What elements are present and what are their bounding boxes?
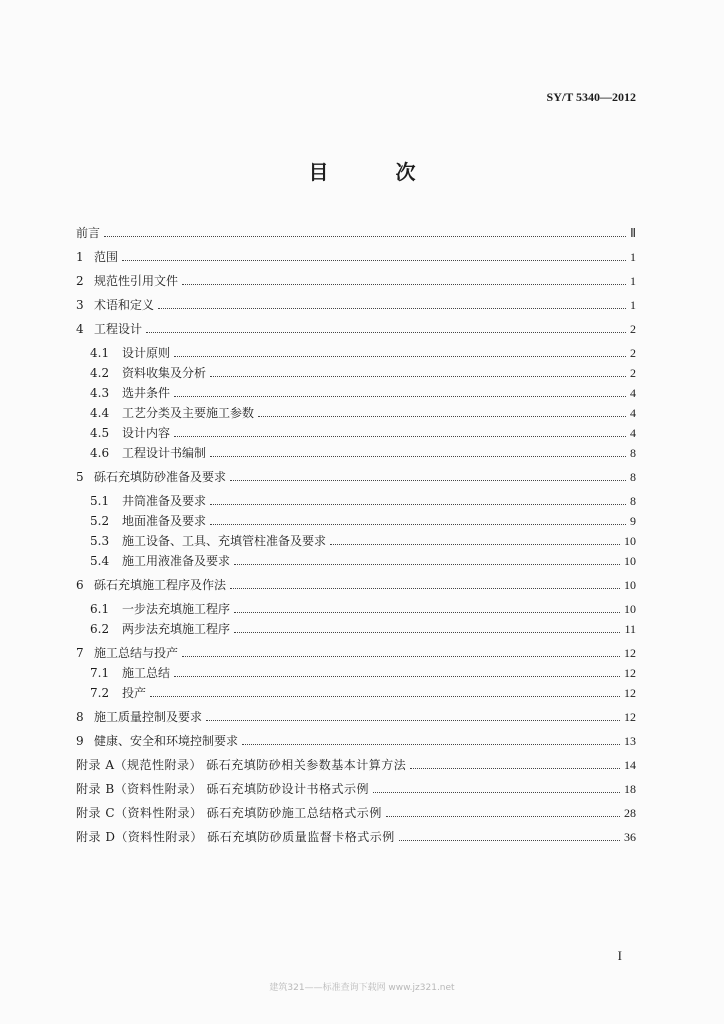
toc-entry (90, 616, 636, 636)
toc-entry (90, 680, 636, 700)
toc-entry-number: 7.1 (90, 666, 110, 680)
toc-leader-dots (104, 236, 626, 237)
toc-entry-number: 4.6 (90, 446, 110, 460)
toc-entry-label: 附录 B（资料性附录） 砾石充填防砂设计书格式示例 (76, 782, 369, 796)
standard-code: SY/T 5340—2012 (546, 90, 636, 104)
toc-entry-page: 12 (624, 646, 636, 660)
toc-entry (76, 292, 636, 312)
toc-entry-number: 3 (76, 298, 84, 312)
toc-entry-label: 地面准备及要求 (122, 514, 207, 528)
toc-entry (90, 360, 636, 380)
toc-entry-page: 9 (630, 514, 636, 528)
toc-entry-label: 工程设计书编制 (122, 446, 207, 460)
toc-leader-dots (174, 436, 626, 437)
toc-entry-label: 井筒准备及要求 (122, 494, 207, 508)
toc-leader-dots (174, 356, 626, 357)
toc-leader-dots (258, 416, 626, 417)
toc-entry (76, 268, 636, 288)
toc-entry (76, 464, 636, 484)
toc-entry (76, 220, 636, 240)
toc-entry-label: 砾石充填防砂准备及要求 (94, 470, 227, 484)
toc-entry-number: 5.3 (90, 534, 110, 548)
toc-entry (76, 728, 636, 748)
toc-entry (76, 640, 636, 660)
toc-entry-page: 10 (624, 554, 636, 568)
toc-entry (76, 244, 636, 264)
page-title: 目 次 (308, 160, 446, 184)
toc-leader-dots (182, 656, 620, 657)
toc-entry-number: 5.4 (90, 554, 110, 568)
toc-entry-label: 设计原则 (122, 346, 171, 360)
toc-entry-number: 6 (76, 578, 84, 592)
toc-entry-page: 36 (624, 830, 636, 844)
toc-appendix-entry (76, 752, 636, 772)
toc-leader-dots (206, 720, 620, 721)
toc-entry-number: 4.3 (90, 386, 110, 400)
toc-entry-page: 18 (624, 782, 636, 796)
toc-entry-label: 范围 (94, 250, 119, 264)
toc-leader-dots (234, 632, 620, 633)
toc-entry-label: 附录 A（规范性附录） 砾石充填防砂相关参数基本计算方法 (76, 758, 407, 772)
toc-entry-page: 12 (624, 666, 636, 680)
toc-entry-page: 12 (624, 686, 636, 700)
toc-entry-number: 7 (76, 646, 84, 660)
toc-leader-dots (210, 524, 626, 525)
toc-entry (90, 340, 636, 360)
toc-entry-label: 附录 D（资料性附录） 砾石充填防砂质量监督卡格式示例 (76, 830, 395, 844)
toc-entry-page: 14 (624, 758, 636, 772)
toc-entry-label: 两步法充填施工程序 (122, 622, 231, 636)
toc-leader-dots (399, 840, 620, 841)
toc-leader-dots (230, 588, 620, 589)
toc-entry (90, 548, 636, 568)
toc-entry-number: 9 (76, 734, 84, 748)
toc-entry-page: 8 (630, 470, 636, 484)
toc-entry-page: 4 (630, 406, 636, 420)
toc-leader-dots (210, 376, 626, 377)
toc-entry-number: 5 (76, 470, 84, 484)
toc-entry-number: 4.2 (90, 366, 110, 380)
toc-entry-label: 施工总结 (122, 666, 171, 680)
page-number: I (617, 948, 622, 963)
toc-entry-number: 2 (76, 274, 84, 288)
toc-entry-number: 6.1 (90, 602, 110, 616)
watermark-text: 建筑321——标准查询下载网 www.jz321.net (269, 983, 455, 993)
toc-entry-number: 5.2 (90, 514, 110, 528)
toc-entry (90, 400, 636, 420)
toc-appendix-entry (76, 800, 636, 820)
toc-entry-number: 4 (76, 322, 84, 336)
toc-entry-number: 1 (76, 250, 84, 264)
toc-entry-page: Ⅱ (630, 226, 636, 240)
toc-leader-dots (122, 260, 626, 261)
toc-entry-label: 附录 C（资料性附录） 砾石充填防砂施工总结格式示例 (76, 806, 382, 820)
toc-leader-dots (210, 456, 626, 457)
toc-leader-dots (146, 332, 626, 333)
toc-leader-dots (174, 396, 626, 397)
toc-entry-page: 8 (630, 446, 636, 460)
toc-entry (76, 572, 636, 592)
toc-entry (76, 316, 636, 336)
toc-entry-page: 1 (630, 274, 636, 288)
toc-leader-dots (242, 744, 620, 745)
toc-entry-label: 选井条件 (122, 386, 171, 400)
toc-entry-label: 健康、安全和环境控制要求 (94, 734, 239, 748)
toc-leader-dots (234, 612, 620, 613)
toc-entry-label: 砾石充填施工程序及作法 (94, 578, 227, 592)
toc-leader-dots (182, 284, 626, 285)
toc-leader-dots (150, 696, 620, 697)
toc-leader-dots (174, 676, 620, 677)
toc-entry-label: 前言 (76, 226, 101, 240)
toc-leader-dots (158, 308, 626, 309)
toc-entry-page: 2 (630, 366, 636, 380)
toc-entry-page: 2 (630, 346, 636, 360)
toc-entry-label: 施工总结与投产 (94, 646, 179, 660)
toc-entry-label: 施工质量控制及要求 (94, 710, 203, 724)
toc-entry-page: 10 (624, 578, 636, 592)
toc-entry-page: 28 (624, 806, 636, 820)
toc-entry-label: 规范性引用文件 (94, 274, 179, 288)
toc-entry-number: 8 (76, 710, 84, 724)
toc-entry-number: 4.4 (90, 406, 110, 420)
toc-leader-dots (210, 504, 626, 505)
toc-entry-label: 术语和定义 (94, 298, 155, 312)
toc-entry-page: 11 (624, 622, 636, 636)
toc-entry (90, 596, 636, 616)
toc-entry-page: 2 (630, 322, 636, 336)
toc-entry-number: 7.2 (90, 686, 110, 700)
toc-entry-number: 4.1 (90, 346, 110, 360)
toc-entry-page: 10 (624, 602, 636, 616)
toc-entry-page: 13 (624, 734, 636, 748)
toc-entry-page: 10 (624, 534, 636, 548)
toc-entry (90, 440, 636, 460)
toc-appendix-entry (76, 824, 636, 844)
toc-leader-dots (330, 544, 620, 545)
toc-entry-number: 6.2 (90, 622, 110, 636)
toc-leader-dots (410, 768, 620, 769)
toc-appendix-entry (76, 776, 636, 796)
toc-entry-page: 4 (630, 426, 636, 440)
toc-entry-label: 资料收集及分析 (122, 366, 207, 380)
toc-entry (90, 488, 636, 508)
toc-entry (90, 420, 636, 440)
toc-entry (90, 528, 636, 548)
toc-entry-number: 4.5 (90, 426, 110, 440)
toc-entry-page: 12 (624, 710, 636, 724)
toc-entry (90, 660, 636, 680)
toc-entry-label: 施工用液准备及要求 (122, 554, 231, 568)
toc-leader-dots (386, 816, 620, 817)
toc-entry (90, 508, 636, 528)
toc-entry (90, 380, 636, 400)
toc-entry-label: 工艺分类及主要施工参数 (122, 406, 255, 420)
toc-entry-label: 施工设备、工具、充填管柱准备及要求 (122, 534, 327, 548)
toc-entry-label: 一步法充填施工程序 (122, 602, 231, 616)
toc-entry-label: 设计内容 (122, 426, 171, 440)
toc-entry (76, 704, 636, 724)
toc-entry-label: 工程设计 (94, 322, 143, 336)
toc-entry-page: 4 (630, 386, 636, 400)
toc-leader-dots (230, 480, 626, 481)
toc-entry-page: 1 (630, 250, 636, 264)
toc-entry-page: 8 (630, 494, 636, 508)
toc-entry-page: 1 (630, 298, 636, 312)
toc-leader-dots (373, 792, 620, 793)
toc-leader-dots (234, 564, 620, 565)
toc-entry-label: 投产 (122, 686, 147, 700)
toc-entry-number: 5.1 (90, 494, 110, 508)
